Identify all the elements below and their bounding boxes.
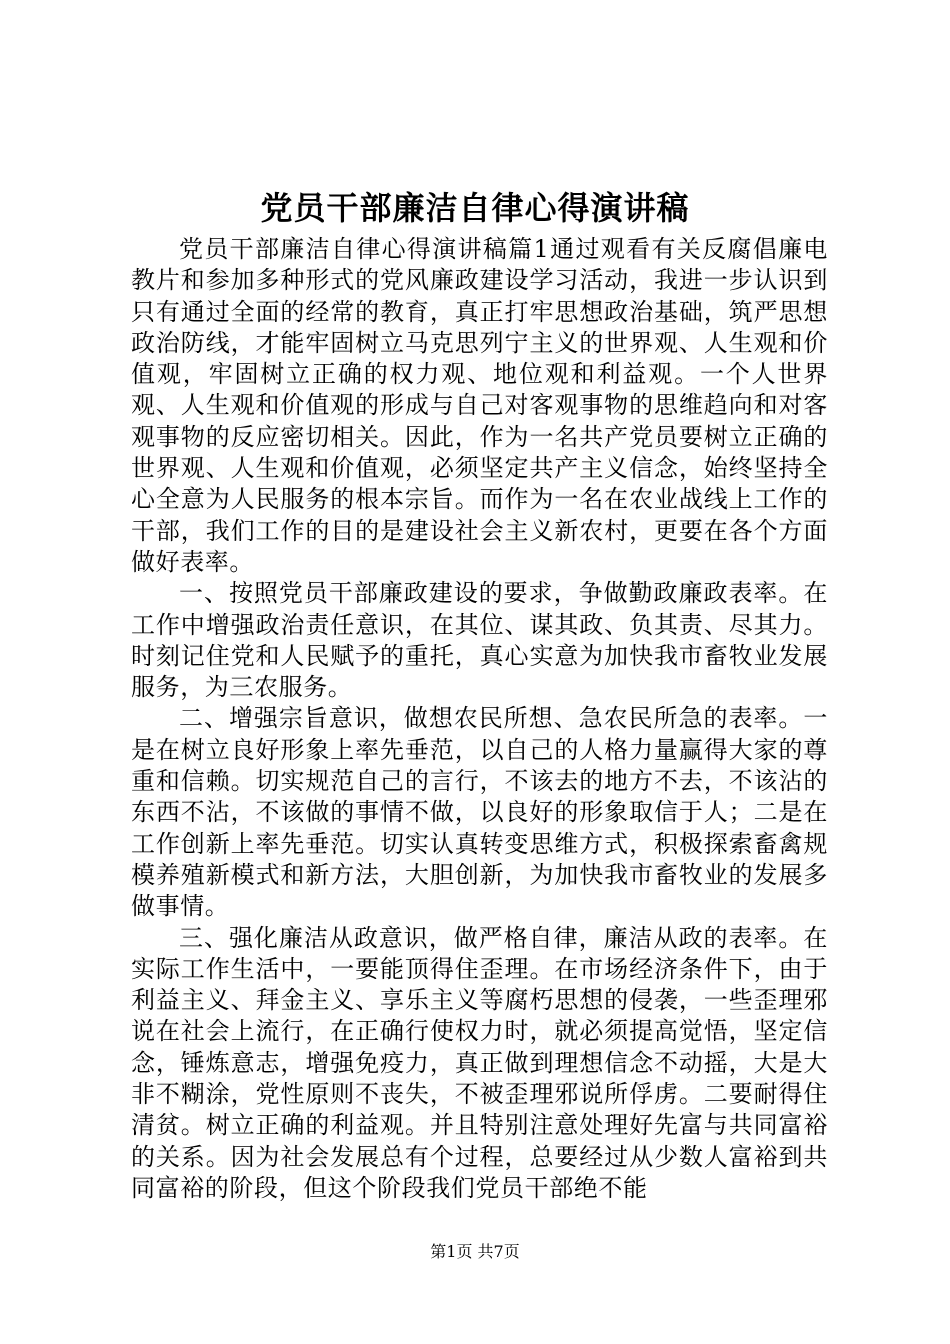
paragraph-section-2: 二、增强宗旨意识，做想农民所想、急农民所急的表率。一是在树立良好形象上率先垂范，以自己的人格力量赢得大家的尊重和信赖。切实规范自己的言行，不该去的地方不去，不该沾的东西不沾，不该做的事情不做，以良好的形象取信于人；二是在工作创新上率先垂范。切实认真转变思维方式，积极探索畜禽规模养殖新模式和新方法，大胆创新，为加快我市畜牧业的发展多做事情。 bbox=[131, 704, 828, 921]
paragraph-section-3: 三、强化廉洁从政意识，做严格自律，廉洁从政的表率。在实际工作生活中，一要能顶得住歪理。在市场经济条件下，由于利益主义、拜金主义、享乐主义等腐朽思想的侵袭，一些歪理邪说在社会上流行，在正确行使权力时，就必须提高觉悟，坚定信念，锤炼意志，增强免疫力，真正做到理想信念不动摇，大是大非不糊涂，党性原则不丧失，不被歪理邪说所俘虏。二要耐得住清贫。树立正确的利益观。并且特别注意处理好先富与共同富裕的关系。因为社会发展总有个过程，总要经过从少数人富裕到共同富裕的阶段，但这个阶段我们党员干部绝不能 bbox=[131, 923, 828, 1202]
paragraph-section-1: 一、按照党员干部廉政建设的要求，争做勤政廉政表率。在工作中增强政治责任意识，在其位、谋其政、负其责、尽其力。时刻记住党和人民赋予的重托，真心实意为加快我市畜牧业发展服务，为三农服务。 bbox=[131, 579, 828, 702]
document-body bbox=[131, 234, 828, 1204]
paragraph-intro: 党员干部廉洁自律心得演讲稿篇1通过观看有关反腐倡廉电教片和参加多种形式的党风廉政建设学习活动，我进一步认识到只有通过全面的经常的教育，真正打牢思想政治基础，筑严思想政治防线，才能牢固树立马克思列宁主义的世界观、人生观和价值观，牢固树立正确的权力观、地位观和利益观。一个人世界观、人生观和价值观的形成与自己对客观事物的思维趋向和对客观事物的反应密切相关。因此，作为一名共产党员要树立正确的世界观、人生观和价值观，必须坚定共产主义信念，始终坚持全心全意为人民服务的根本宗旨。而作为一名在农业战线上工作的干部，我们工作的目的是建设社会主义新农村，更要在各个方面做好表率。 bbox=[131, 235, 828, 576]
page-number-footer: 第1页 共7页 bbox=[430, 1242, 520, 1261]
page-title: 党员干部廉洁自律心得演讲稿 bbox=[260, 189, 690, 227]
